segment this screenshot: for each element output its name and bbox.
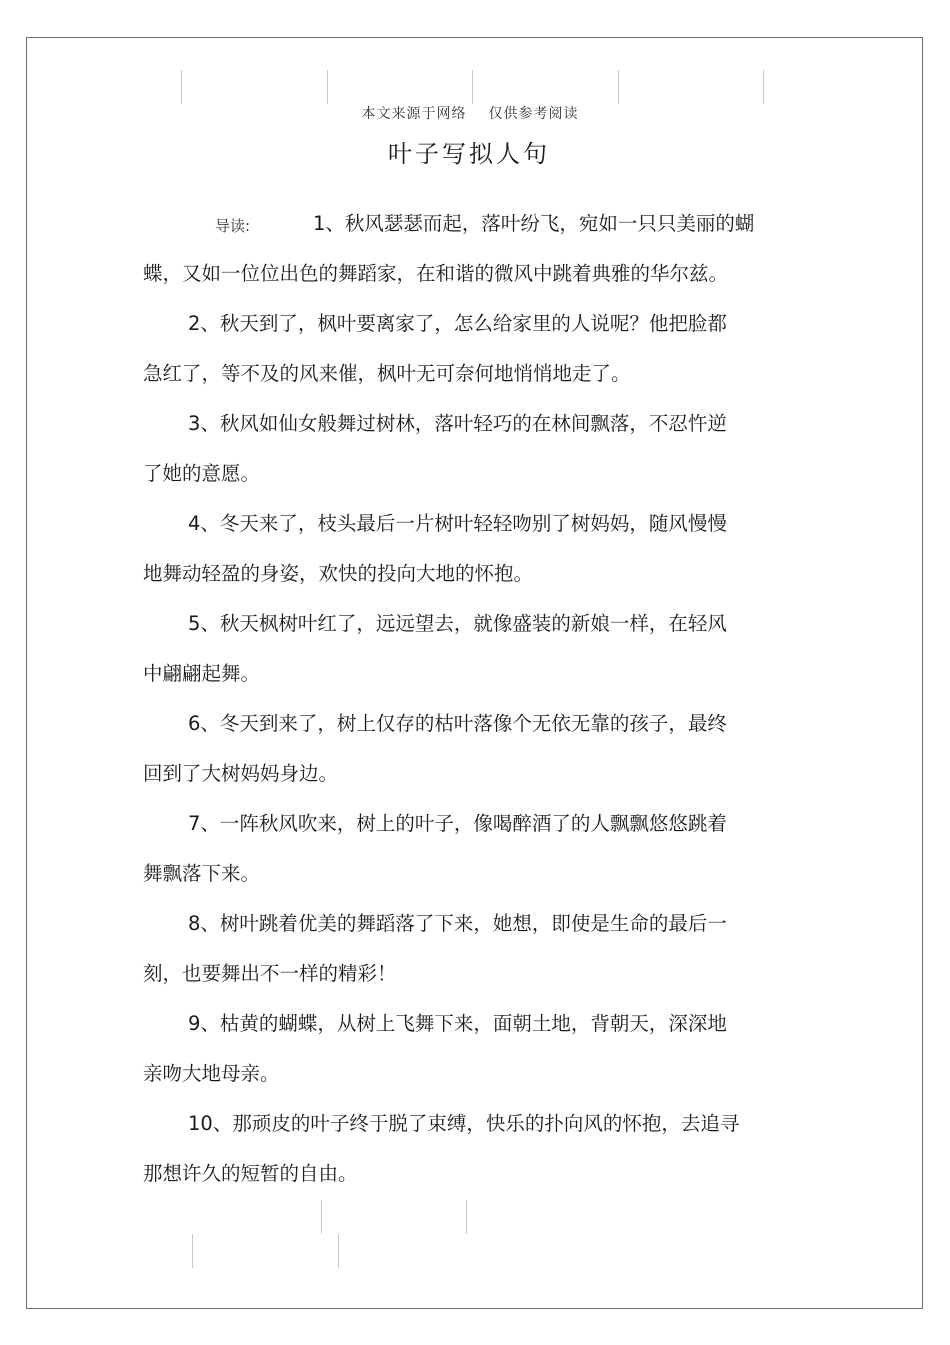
text-line: 9、枯黄的蝴蝶，从树上飞舞下来，面朝土地，背朝天，深深地 [188, 1012, 727, 1035]
text-line: 10、那顽皮的叶子终于脱了束缚，快乐的扑向风的怀抱，去追寻 [188, 1112, 740, 1135]
text-line: 8、树叶跳着优美的舞蹈落了下来，她想，即使是生命的最后一 [188, 912, 727, 935]
text-line: 2、秋天到了，枫叶要离家了，怎么给家里的人说呢？他把脸都 [188, 312, 727, 335]
text-line: 刻，也要舞出不一样的精彩！ [143, 962, 397, 985]
text-line: 1、秋风瑟瑟而起，落叶纷飞，宛如一只只美丽的蝴 [313, 212, 755, 235]
reference-note: 仅供参考阅读 [488, 106, 579, 122]
text-line: 急红了，等不及的风来催，枫叶无可奈何地悄悄地走了。 [143, 362, 631, 385]
text-line: 中翩翩起舞。 [143, 662, 261, 685]
text-line: 了她的意愿。 [143, 462, 261, 485]
text-line: 那想许久的短暂的自由。 [143, 1162, 358, 1185]
text-line: 亲吻大地母亲。 [143, 1062, 280, 1085]
text-line: 蝶，又如一位位出色的舞蹈家，在和谐的微风中跳着典雅的华尔兹。 [143, 262, 729, 285]
text-line: 3、秋风如仙女般舞过树林，落叶轻巧的在林间飘落，不忍忤逆 [188, 412, 727, 435]
text-line: 4、冬天来了，枝头最后一片树叶轻轻吻别了树妈妈，随风慢慢 [188, 512, 727, 535]
text-line: 5、秋天枫树叶红了，远远望去，就像盛装的新娘一样，在轻风 [188, 612, 727, 635]
text-line: 回到了大树妈妈身边。 [143, 762, 339, 785]
text-line: 地舞动轻盈的身姿，欢快的投向大地的怀抱。 [143, 562, 534, 585]
intro-label: 导读: [215, 217, 251, 235]
document-title: 叶子写拟人句 [388, 140, 550, 168]
source-note: 本文来源于网络 [361, 106, 467, 122]
text-line: 6、冬天到来了，树上仅存的枯叶落像个无依无靠的孩子，最终 [188, 712, 727, 735]
text-line: 7、一阵秋风吹来，树上的叶子，像喝醉酒了的人飘飘悠悠跳着 [188, 812, 727, 835]
document-body [143, 0, 793, 1345]
text-line: 舞飘落下来。 [143, 862, 261, 885]
